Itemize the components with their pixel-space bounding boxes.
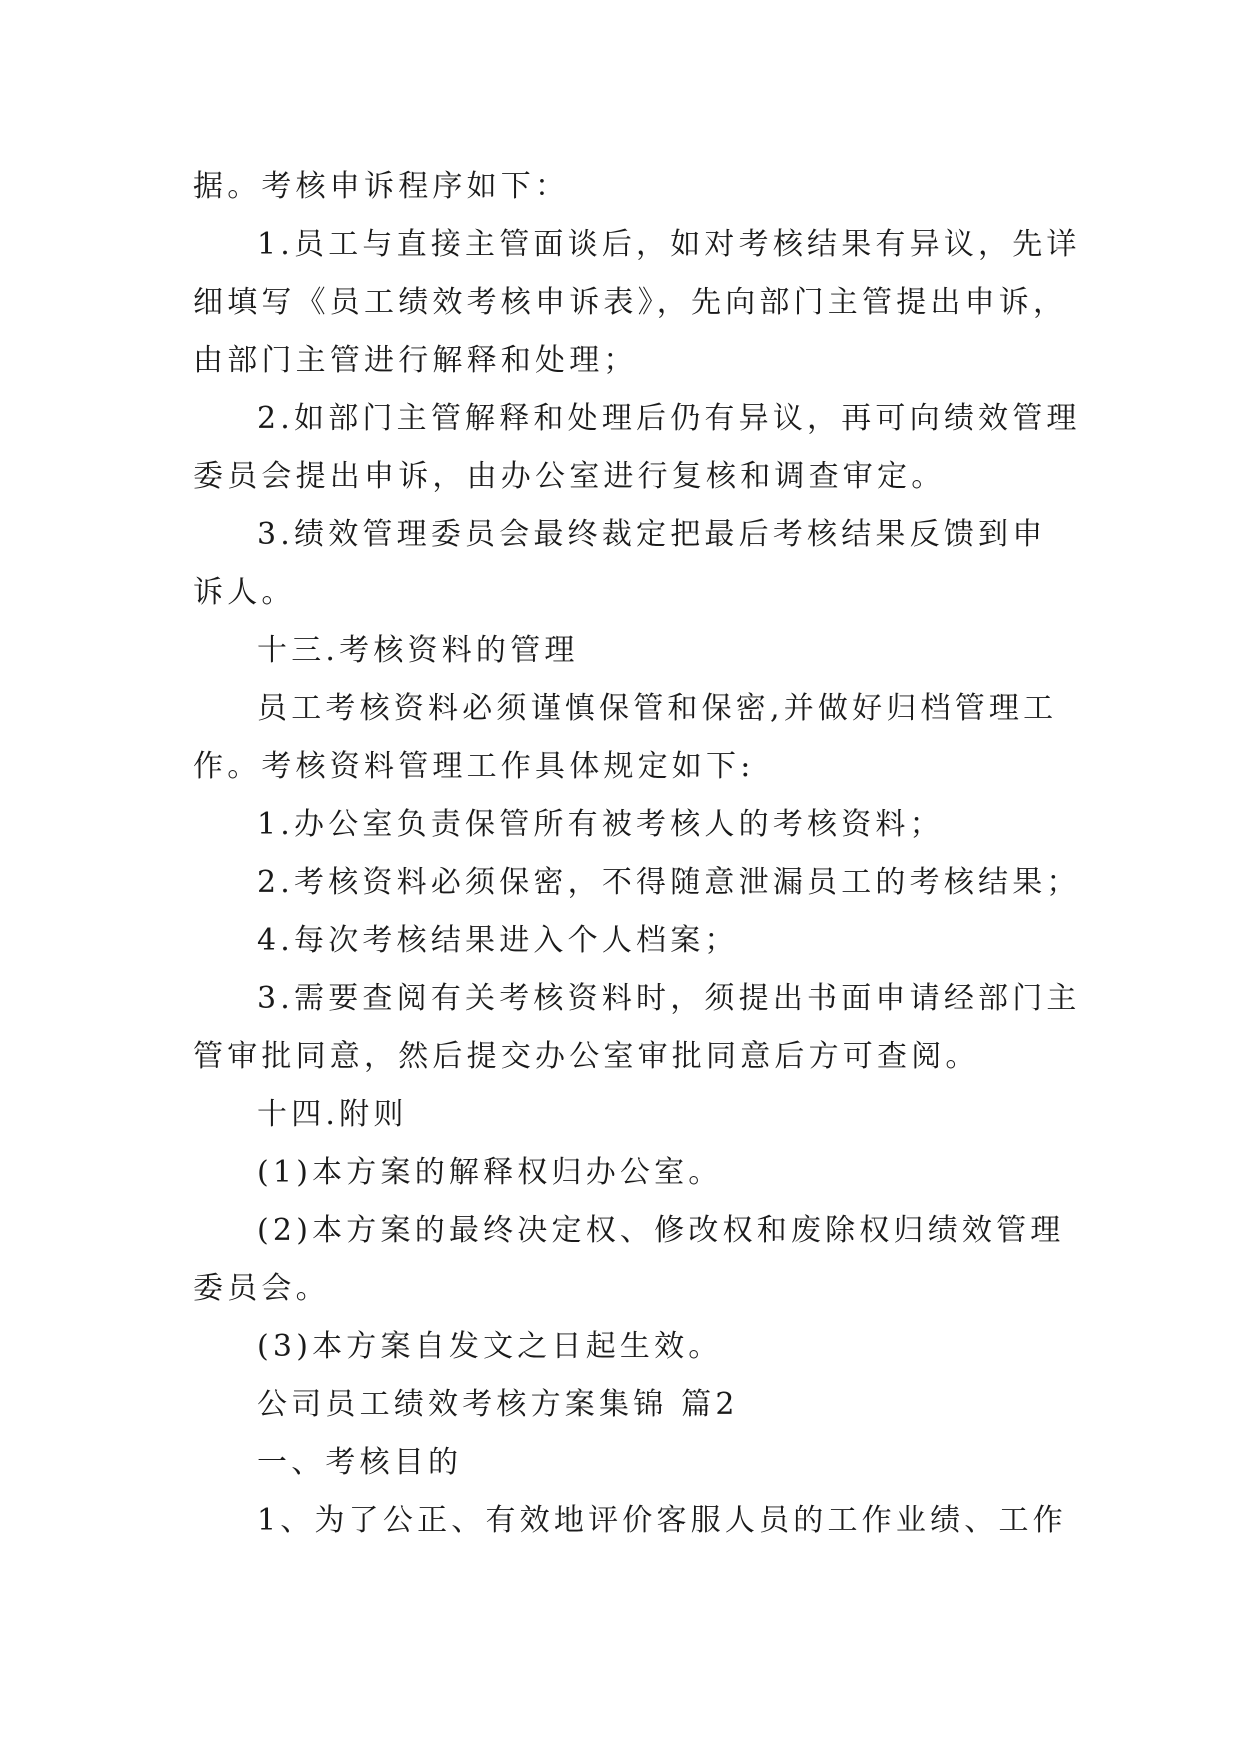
text-line: 1.员工与直接主管面谈后，如对考核结果有异议，先详 — [257, 227, 1081, 262]
section-heading: 十四.附则 — [257, 1097, 408, 1132]
text-line: 员工考核资料必须谨慎保管和保密,并做好归档管理工 — [257, 691, 1058, 726]
section-heading: 十三.考核资料的管理 — [257, 633, 579, 668]
text-line: 委员会提出申诉，由办公室进行复核和调查审定。 — [193, 459, 946, 494]
text-line: 作。考核资料管理工作具体规定如下: — [193, 749, 755, 784]
text-line: 委员会。 — [193, 1271, 330, 1306]
document-body — [193, 158, 1081, 1550]
section-heading: 一、考核目的 — [257, 1445, 463, 1480]
text-line: 2.如部门主管解释和处理后仍有异议，再可向绩效管理 — [257, 401, 1081, 436]
text-line: (2)本方案的最终决定权、修改权和废除权归绩效管理 — [257, 1213, 1065, 1248]
text-line: 由部门主管进行解释和处理； — [193, 343, 638, 378]
text-line: 3.需要查阅有关考核资料时，须提出书面申请经部门主 — [257, 981, 1081, 1016]
text-line: 1、为了公正、有效地评价客服人员的工作业绩、工作 — [257, 1503, 1067, 1538]
section-heading: 公司员工绩效考核方案集锦 篇2 — [257, 1387, 739, 1422]
text-line: 据。考核申诉程序如下： — [193, 169, 570, 204]
text-line: (3)本方案自发文之日起生效。 — [257, 1329, 723, 1364]
text-line: 2.考核资料必须保密，不得随意泄漏员工的考核结果； — [257, 865, 1081, 900]
text-line: 4.每次考核结果进入个人档案； — [257, 923, 739, 958]
text-line: 3.绩效管理委员会最终裁定把最后考核结果反馈到申 — [257, 517, 1047, 552]
text-line: 1.办公室负责保管所有被考核人的考核资料； — [257, 807, 944, 842]
text-line: 管审批同意，然后提交办公室审批同意后方可查阅。 — [193, 1039, 980, 1074]
text-line: 诉人。 — [193, 575, 296, 610]
text-line: (1)本方案的解释权归办公室。 — [257, 1155, 723, 1190]
text-line: 细填写《员工绩效考核申诉表》，先向部门主管提出申诉， — [193, 285, 1068, 320]
